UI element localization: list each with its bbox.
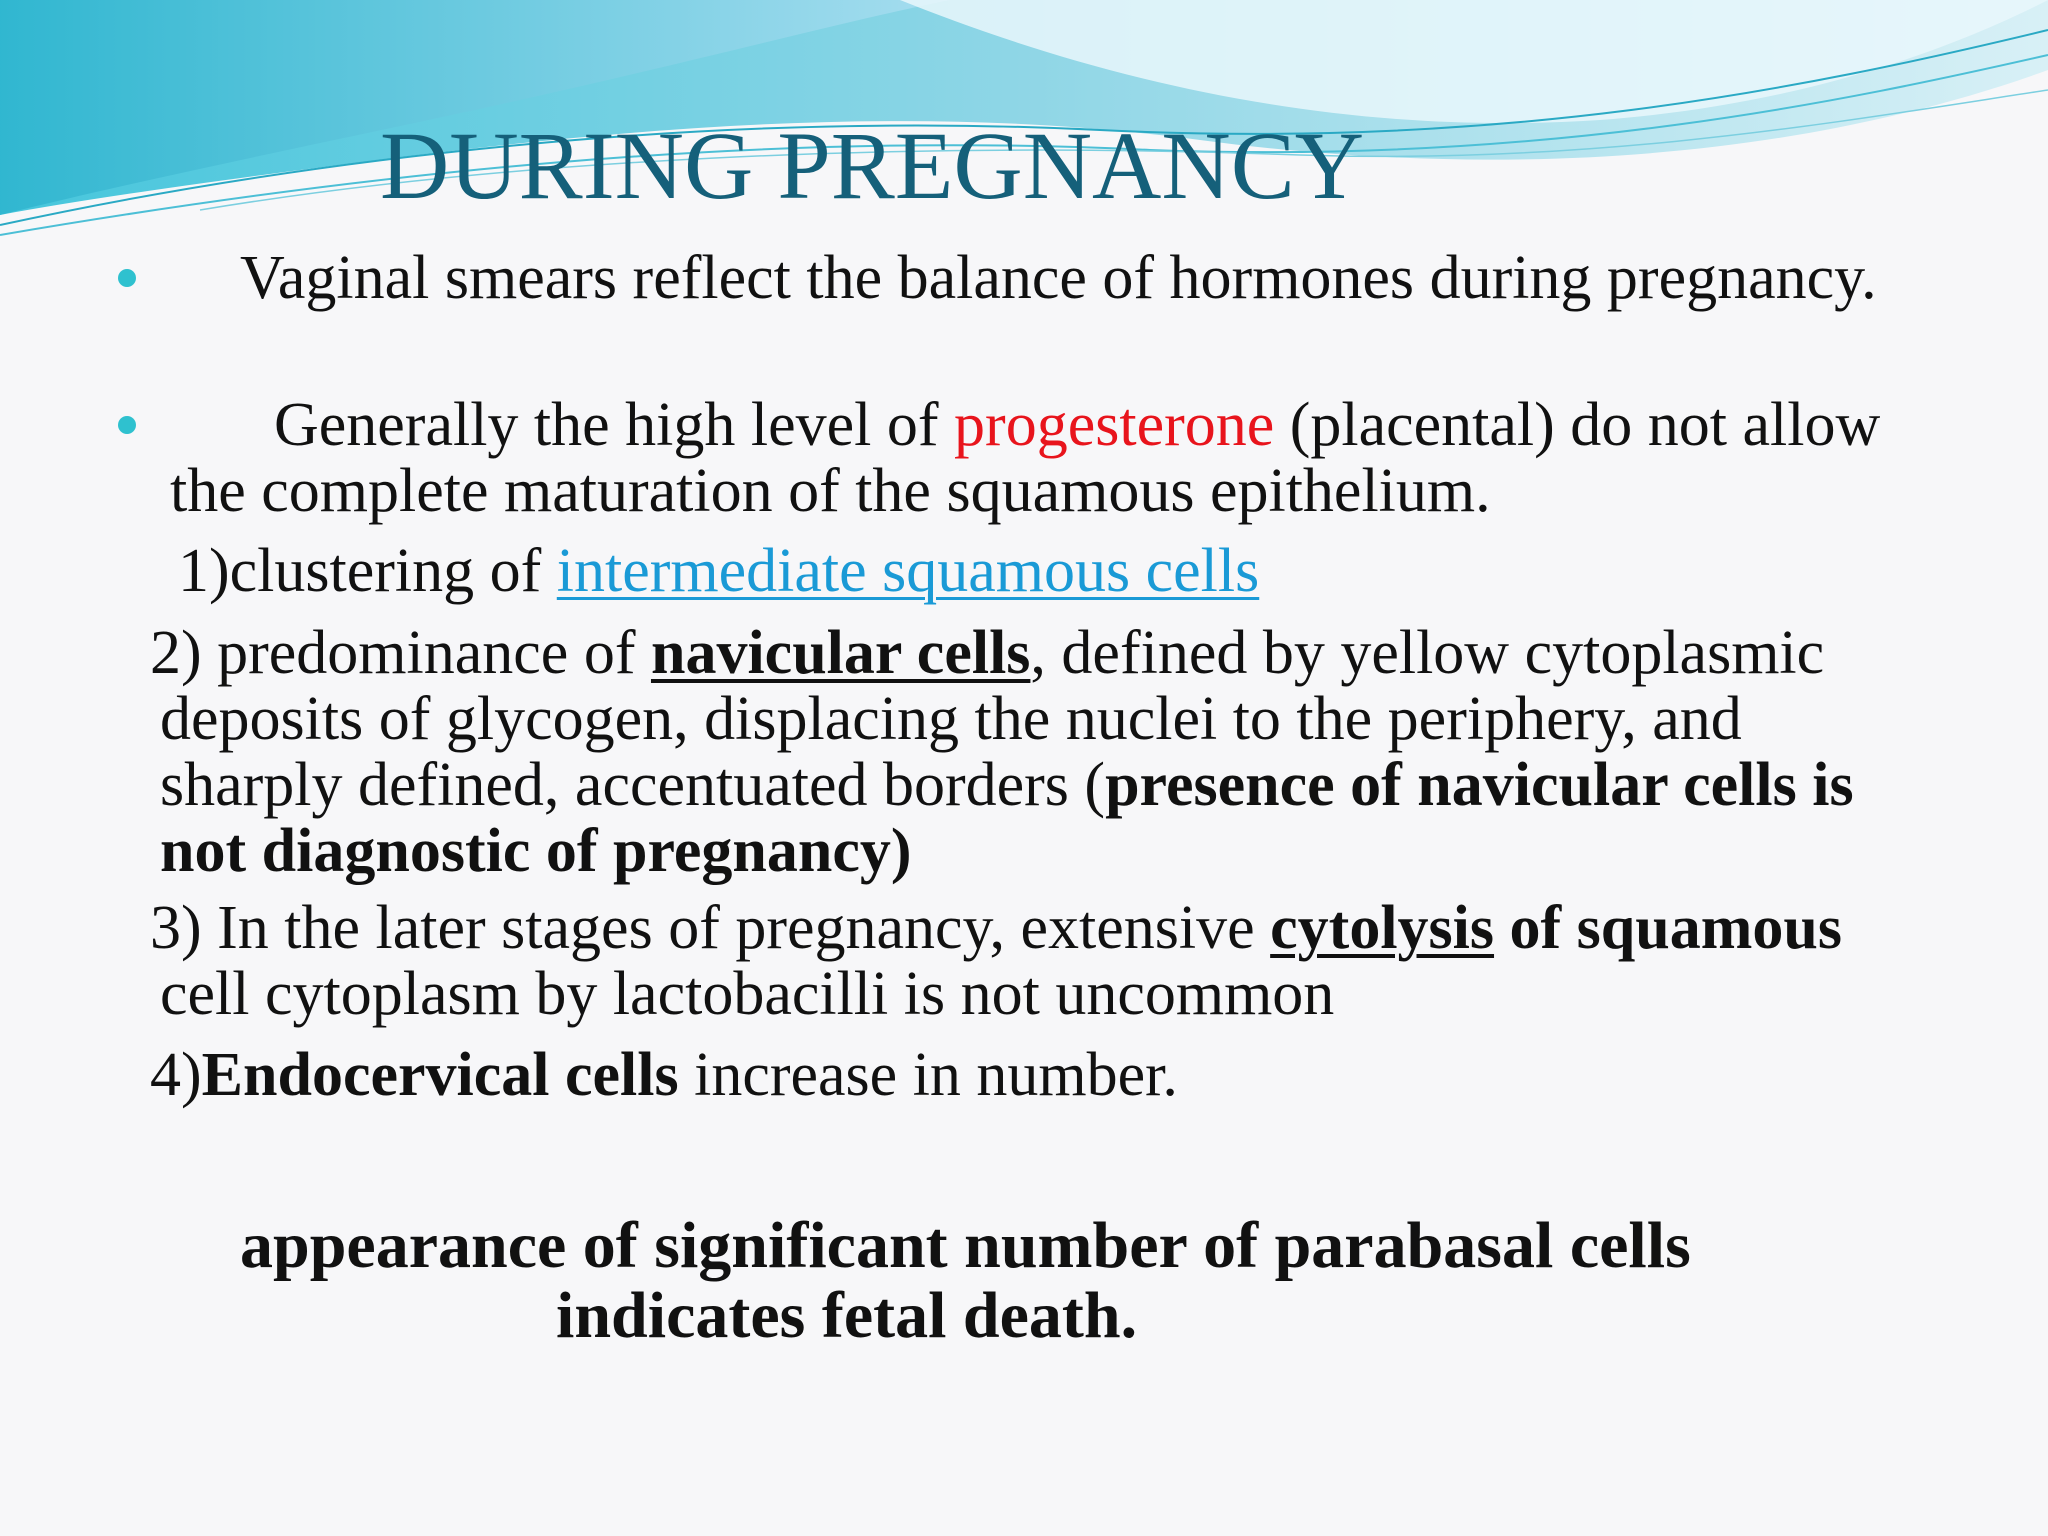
bullet-dot-icon bbox=[118, 269, 136, 287]
note-line-2: indicates fetal death. bbox=[556, 1279, 1138, 1352]
item-endocervical: 4)Endocervical cells increase in number. bbox=[150, 1041, 1178, 1109]
item-navicular: 2) predominance of navicular cells, defined by yellow cytoplasmic deposits of glycogen, displacing the nuclei to the periphery, and sharply defined, accentuated borders (presence of navicular cells is not diagnostic of pregnancy) bbox=[150, 619, 1854, 885]
progesterone-highlight: progesterone bbox=[954, 391, 1275, 459]
bullet-text: Generally the high level of progesterone (placental) do not allow the complete maturation of the squamous epithelium. bbox=[170, 391, 1881, 525]
item-clustering: 1)clustering of intermediate squamous cells bbox=[178, 537, 1260, 605]
bullet-dot-icon bbox=[118, 416, 136, 434]
navicular-note: presence of navicular cells is not diagnostic of pregnancy) bbox=[160, 751, 1854, 885]
item-cytolysis: 3) In the later stages of pregnancy, extensive cytolysis of squamous cell cytoplasm by lactobacilli is not uncommon bbox=[150, 894, 1843, 1028]
endocervical-term: Endocervical cells bbox=[201, 1041, 679, 1109]
note-line-1: appearance of significant number of parabasal cells bbox=[240, 1209, 1691, 1282]
cytolysis-term: cytolysis bbox=[1270, 894, 1495, 962]
bullet-text: Vaginal smears reflect the balance of hormones during pregnancy. bbox=[240, 244, 1877, 312]
intermediate-cells-link[interactable]: intermediate squamous cells bbox=[556, 537, 1260, 605]
navicular-cells-term: navicular cells bbox=[650, 619, 1031, 687]
slide-title: DURING PREGNANCY bbox=[380, 112, 1365, 219]
